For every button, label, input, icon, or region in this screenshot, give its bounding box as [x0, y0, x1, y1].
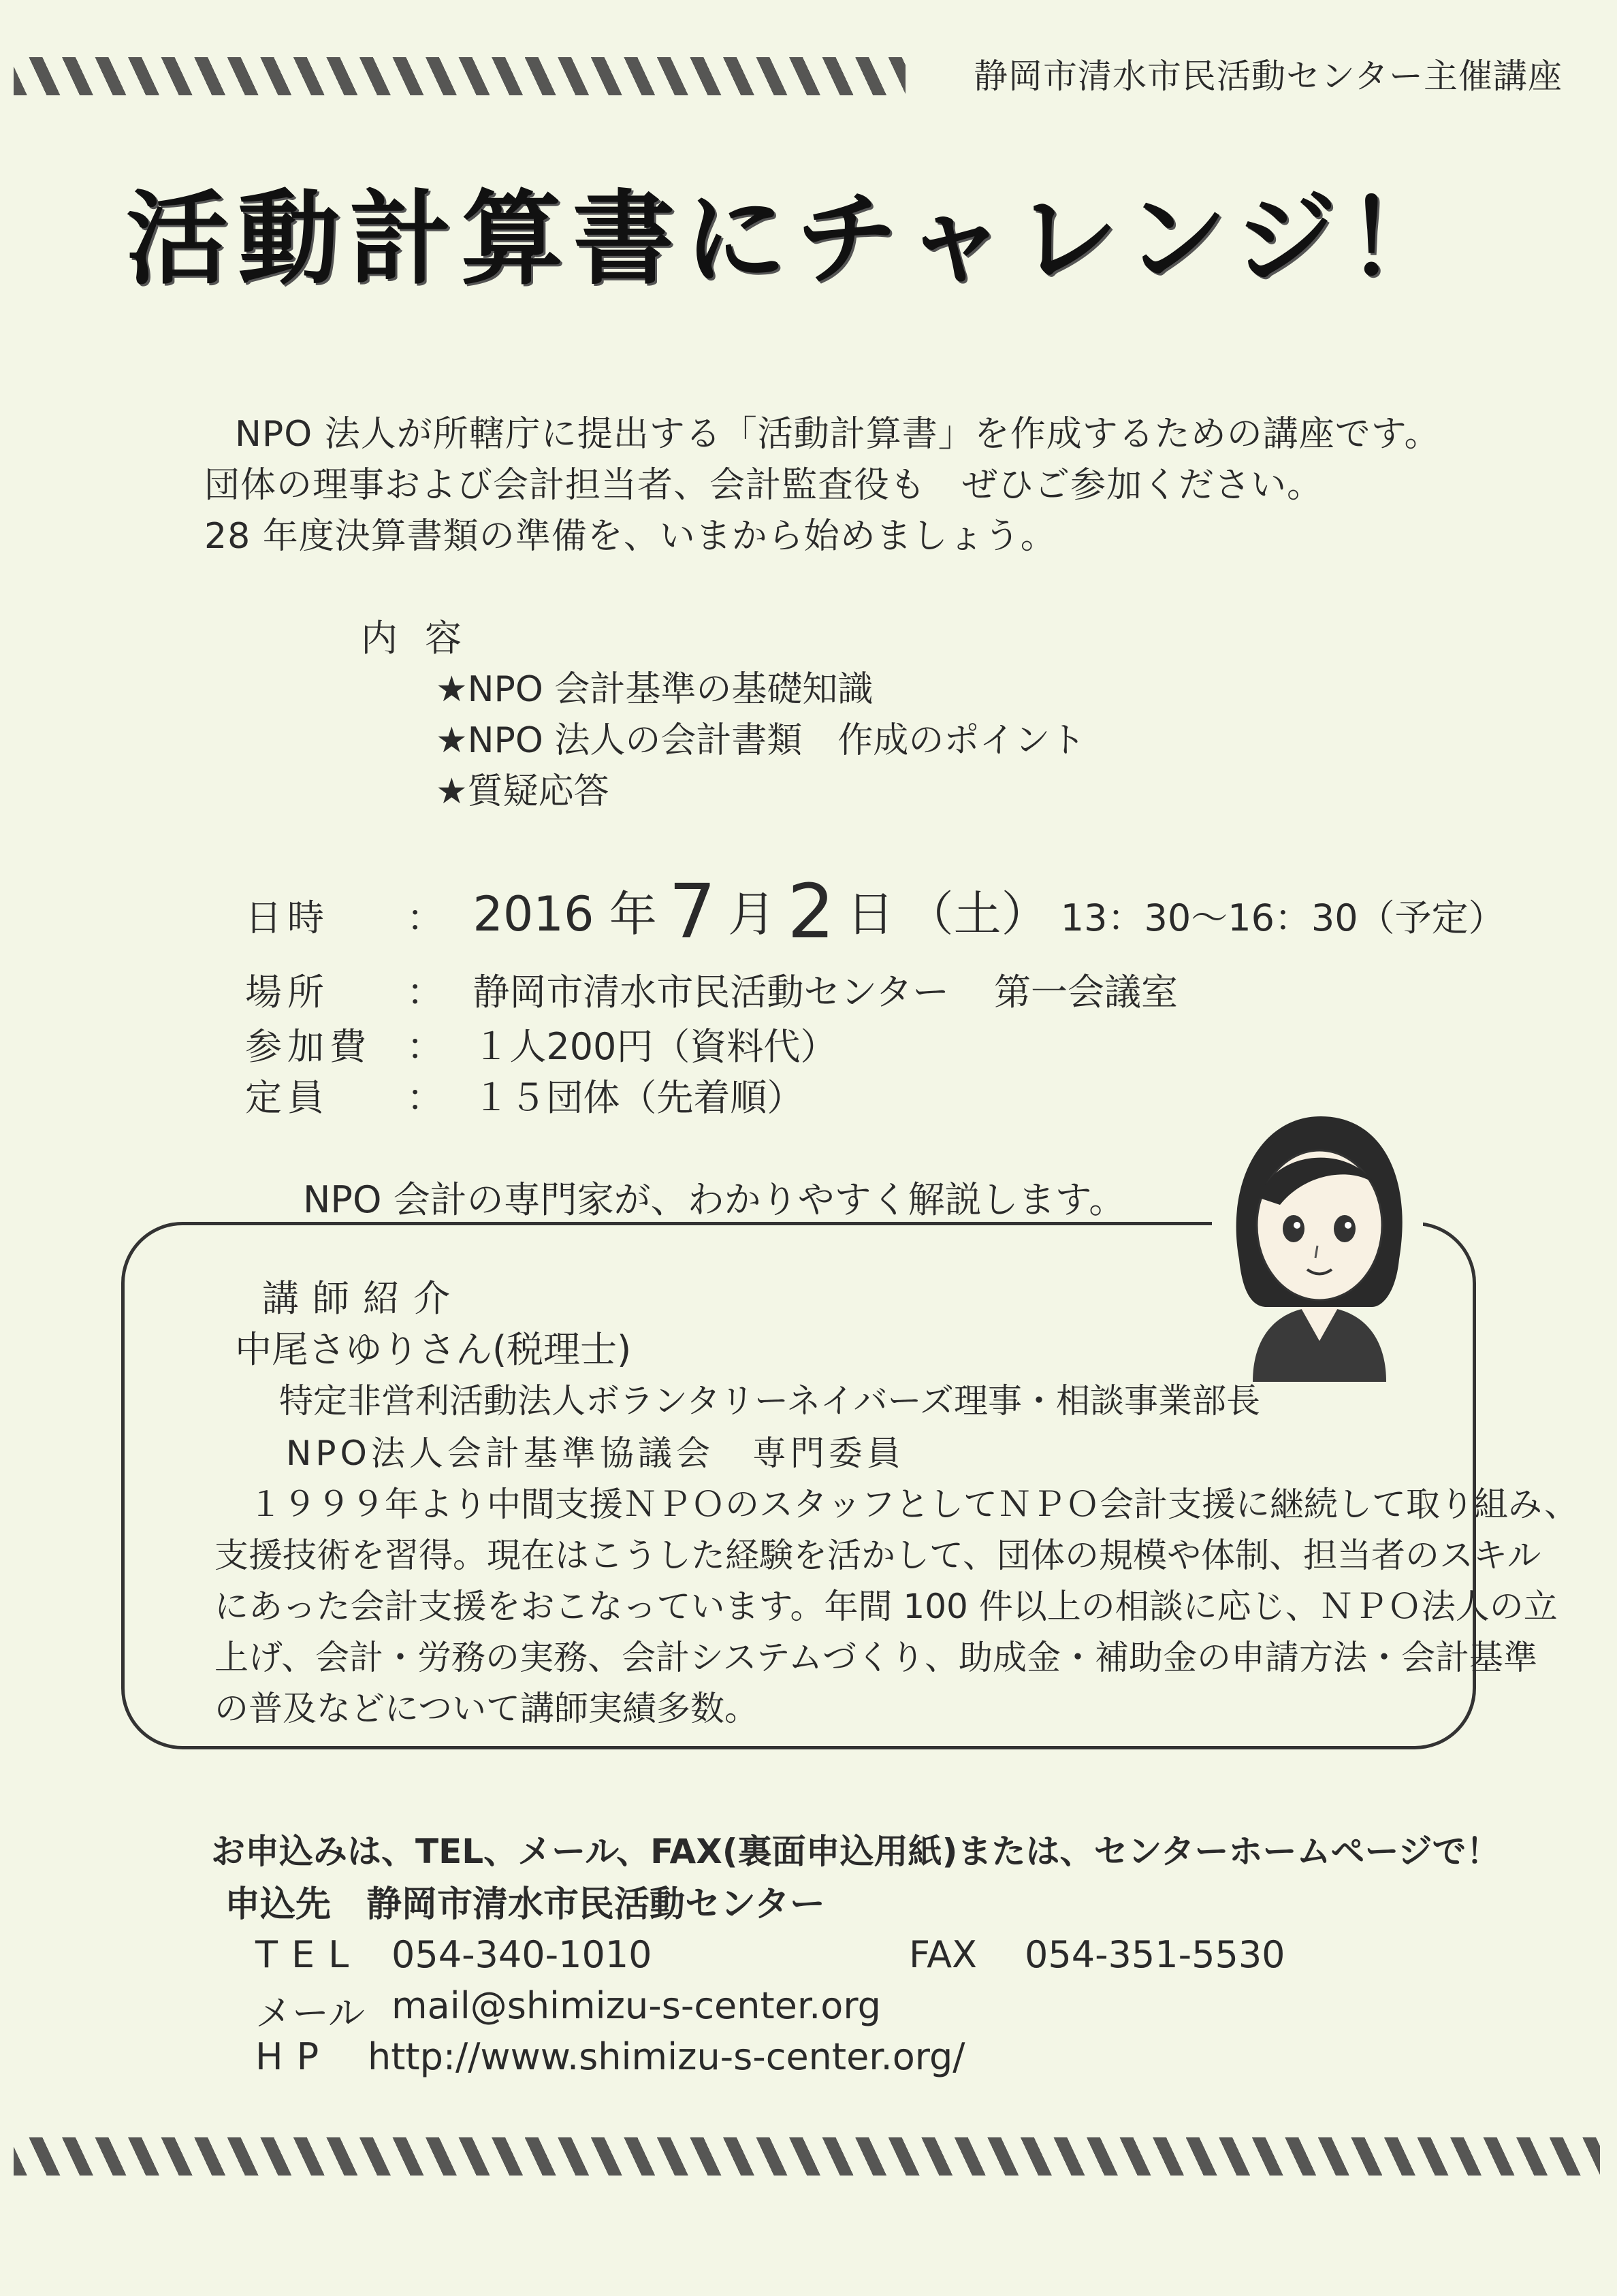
contents-item: ★質疑応答 — [436, 771, 609, 812]
place-value: 静岡市清水市民活動センター — [473, 971, 950, 1014]
intro-line-3: 28 年度決算書類の準備を、いまから始めましょう。 — [204, 516, 1057, 557]
intro-line-1: NPO 法人が所轄庁に提出する「活動計算書」を作成するための講座です。 — [235, 414, 1441, 455]
lecturer-bio-line: １９９９年より中間支援ＮＰＯのスタッフとしてＮＰＯ会計支援に継続して取り組み、 — [249, 1485, 1578, 1524]
date-month-unit: 月 — [728, 886, 776, 942]
fee-row — [245, 1018, 837, 1070]
date-month: 7 — [668, 868, 716, 955]
colon: ： — [406, 971, 444, 1014]
lecturer-bio-line: の普及などについて講師実績多数。 — [214, 1689, 758, 1728]
apply-instructions: お申込みは、TEL、メール、FAX(裏面申込用紙)または、センターホームページで！ — [211, 1832, 1501, 1871]
capacity-row — [245, 1069, 803, 1121]
date-label: 日時 — [245, 896, 330, 939]
lecturer-role: NPO法人会計基準協議会 専門委員 — [286, 1434, 905, 1473]
fee-value: １人200円（資料代） — [473, 1025, 837, 1068]
contents-heading: 内容 — [361, 617, 489, 660]
lecturer-bio-line: 支援技術を習得。現在はこうした経験を活かして、団体の規模や体制、担当者のスキル — [214, 1536, 1541, 1575]
tagline: NPO 会計の専門家が、わかりやすく解説します。 — [303, 1178, 1126, 1221]
colon: ： — [406, 1076, 444, 1119]
tel-label: TEL — [255, 1933, 363, 1976]
tel-number[interactable]: 054-340-1010 — [391, 1933, 652, 1976]
page-title: 活動計算書にチャレンジ！ — [126, 180, 1458, 299]
lecturer-role: 特定非営利活動法人ボランタリーネイバーズ理事・相談事業部長 — [279, 1381, 1260, 1421]
contents-item: ★NPO 法人の会計書類 作成のポイント — [436, 720, 1086, 761]
date-time: 13：30〜16：30（予定） — [1060, 896, 1505, 939]
lecturer-name: 中尾さゆりさん(税理士) — [235, 1328, 632, 1371]
date-row — [245, 868, 1505, 955]
homepage-label: HP — [255, 2035, 333, 2078]
fee-label: 参加費 — [245, 1025, 372, 1068]
date-day-unit: 日 — [846, 886, 895, 942]
date-year: 2016 年 — [473, 886, 657, 942]
place-row — [245, 963, 949, 1016]
mail-label: メール — [255, 1992, 365, 2035]
fax-number: 054-351-5530 — [1025, 1933, 1285, 1976]
bottom-decorative-border — [14, 2137, 1600, 2176]
apply-destination: 申込先 静岡市清水市民活動センター — [225, 1884, 825, 1925]
room-value: 第一会議室 — [994, 971, 1178, 1014]
homepage-link[interactable]: http://www.shimizu-s-center.org/ — [368, 2035, 965, 2078]
capacity-label: 定員 — [245, 1076, 330, 1119]
capacity-value: １５団体（先着順） — [473, 1076, 804, 1119]
intro-line-2: 団体の理事および会計担当者、会計監査役も ぜひご参加ください。 — [204, 465, 1324, 506]
lecturer-bio-line: にあった会計支援をおこなっています。年間 100 件以上の相談に応じ、ＮＰＯ法人の立 — [214, 1587, 1558, 1626]
place-label: 場所 — [245, 971, 330, 1014]
colon: ： — [406, 1025, 444, 1068]
organizer-text: 静岡市清水市民活動センター主催講座 — [974, 56, 1563, 96]
lecturer-bio-line: 上げ、会計・労務の実務、会計システムづくり、助成金・補助金の申請方法・会計基準 — [214, 1638, 1537, 1677]
contents-item: ★NPO 会計基準の基礎知識 — [436, 669, 874, 710]
top-decorative-border — [14, 57, 906, 95]
date-weekday: （土） — [906, 886, 1049, 942]
fax-label: FAX — [909, 1933, 978, 1976]
woman-portrait-icon — [1212, 1103, 1423, 1382]
email-link[interactable]: mail@shimizu-s-center.org — [391, 1984, 881, 2027]
lecturer-heading: 講師紹介 — [262, 1277, 464, 1320]
colon: ： — [406, 896, 444, 939]
date-day: 2 — [787, 868, 835, 955]
